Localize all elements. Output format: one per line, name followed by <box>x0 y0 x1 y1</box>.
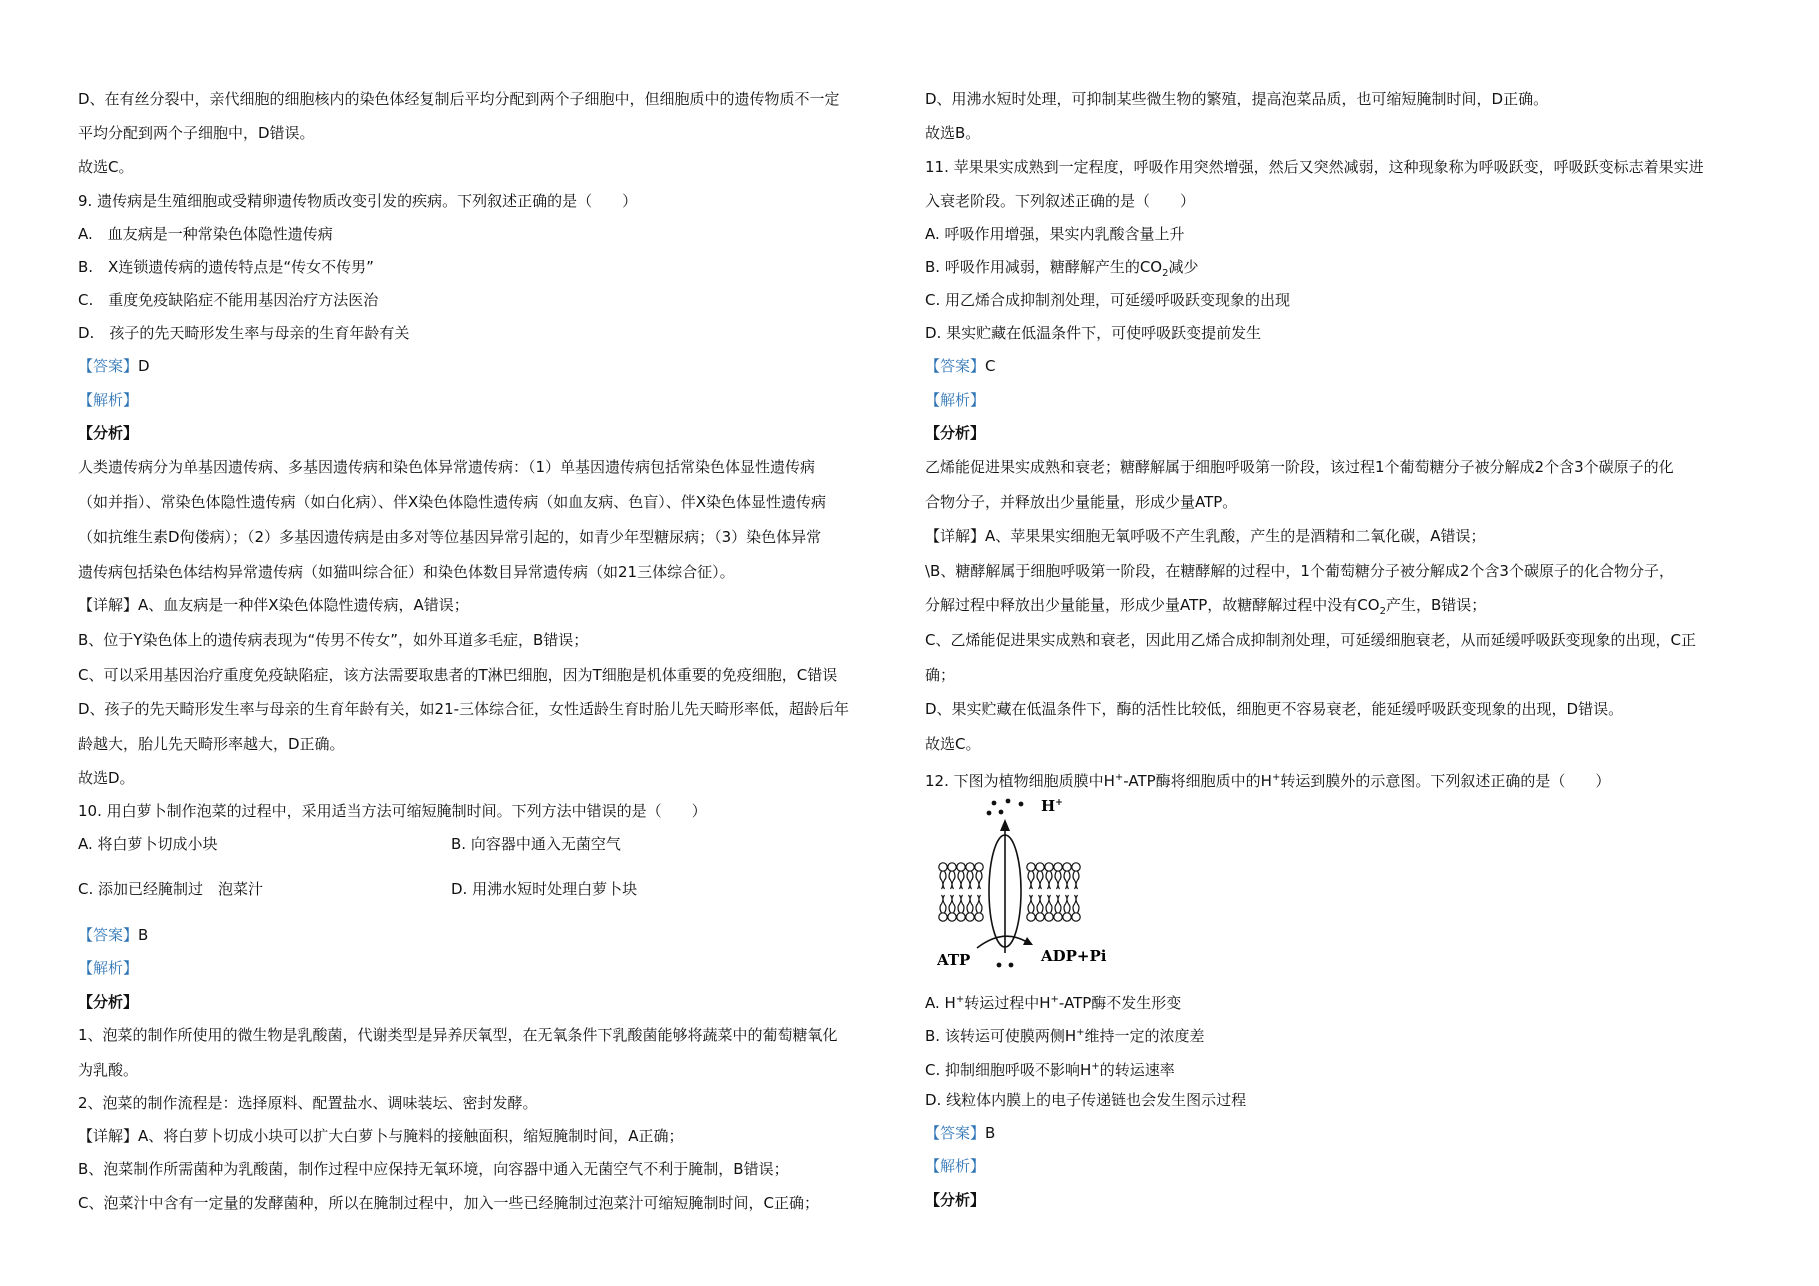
lipid-tail <box>967 871 973 889</box>
lipid-tail <box>1055 895 1061 913</box>
option-c: C. 重度免疫缺陷症不能用基因治疗方法医治 <box>78 291 379 309</box>
text-line: D、孩子的先天畸形发生率与母亲的生育年龄有关，如21-三体综合征，女性适龄生育时胎儿先天畸形率低，超龄后年 <box>78 700 850 718</box>
lipid-tail <box>1055 871 1061 889</box>
lipid-tail <box>1064 895 1070 913</box>
fenxi-tag: 【分析】 <box>925 1191 986 1209</box>
lipid-head <box>1045 863 1053 871</box>
lipid-tail <box>967 895 973 913</box>
lipid-head <box>966 863 974 871</box>
lipid-head <box>1054 863 1062 871</box>
h-plus-dot <box>997 963 1002 968</box>
membrane-diagram <box>937 795 1115 973</box>
text-line: 故选C。 <box>78 158 134 176</box>
text-line: 遗传病包括染色体结构异常遗传病（如猫叫综合征）和染色体数目异常遗传病（如21三体综合征）。 <box>78 563 735 581</box>
lipid-head <box>966 913 974 921</box>
lipid-tail <box>976 895 982 913</box>
question-11-stem: 11. 苹果果实成熟到一定程度，呼吸作用突然增强，然后又突然减弱，这种现象称为呼吸跃变，呼吸跃变标志着果实进 <box>925 158 1704 176</box>
lipid-tail <box>958 871 964 889</box>
lipid-tail <box>1028 871 1034 889</box>
text-line: 乙烯能促进果实成熟和衰老；糖酵解属于细胞呼吸第一阶段，该过程1个葡萄糖分子被分解成2个含3个碳原子的化 <box>925 458 1674 476</box>
text-line: 人类遗传病分为单基因遗传病、多基因遗传病和染色体异常遗传病：（1）单基因遗传病包括常染色体显性遗传病 <box>78 458 816 476</box>
answer-value: C <box>985 357 996 375</box>
lipid-bilayer <box>939 863 1080 921</box>
answer-tag: 【答案】 <box>78 357 139 375</box>
analysis-tag: 【解析】 <box>78 391 139 409</box>
option-a: A. 呼吸作用增强，果实内乳酸含量上升 <box>925 225 1185 243</box>
answer-tag: 【答案】 <box>78 926 139 944</box>
lipid-tail <box>1037 871 1043 889</box>
option-a: A. 血友病是一种常染色体隐性遗传病 <box>78 225 333 243</box>
option-c: C. 添加已经腌制过 泡菜汁 <box>78 880 264 898</box>
answer-line <box>78 357 150 375</box>
fenxi-tag: 【分析】 <box>78 424 139 442</box>
lipid-head <box>948 863 956 871</box>
lipid-head <box>939 913 947 921</box>
text-line: D、果实贮藏在低温条件下，酶的活性比较低，细胞更不容易衰老，能延缓呼吸跃变现象的出现，D错误。 <box>925 700 1624 718</box>
option-d: D. 用沸水短时处理白萝卜块 <box>451 880 638 898</box>
fenxi-tag: 【分析】 <box>925 424 986 442</box>
lipid-tail <box>1028 895 1034 913</box>
text-line: 【详解】A、苹果果实细胞无氧呼吸不产生乳酸，产生的是酒精和二氧化碳，A错误； <box>925 527 1486 545</box>
lipid-head <box>975 863 983 871</box>
option-d: D. 孩子的先天畸形发生率与母亲的生育年龄有关 <box>78 324 410 342</box>
question-12-stem: 12. 下图为植物细胞质膜中H+-ATP酶将细胞质中的H+转运到膜外的示意图。下列叙述正确的是（ ） <box>925 772 1611 790</box>
lipid-head <box>1036 913 1044 921</box>
lipid-tail <box>1046 871 1052 889</box>
option-b: B. 向容器中通入无菌空气 <box>451 835 621 853</box>
arrow-head-icon <box>1000 819 1010 831</box>
answer-value: B <box>985 1124 996 1142</box>
text-line: 龄越大，胎儿先天畸形率越大，D正确。 <box>78 735 345 753</box>
text-line: 【详解】A、将白萝卜切成小块可以扩大白萝卜与腌料的接触面积，缩短腌制时间，A正确； <box>78 1127 684 1145</box>
lipid-head <box>1054 913 1062 921</box>
option-b: B. X连锁遗传病的遗传特点是“传女不传男” <box>78 258 374 276</box>
option-a: A. H+转运过程中H+-ATP酶不发生形变 <box>925 994 1182 1012</box>
text-line: D、用沸水短时处理，可抑制某些微生物的繁殖，提高泡菜品质，也可缩短腌制时间，D正确。 <box>925 90 1549 108</box>
lipid-head <box>1036 863 1044 871</box>
h-plus-dot <box>1009 963 1014 968</box>
lipid-tail <box>1073 895 1079 913</box>
answer-line <box>925 1124 995 1142</box>
text-line: 【详解】A、血友病是一种伴X染色体隐性遗传病，A错误； <box>78 596 469 614</box>
option-b: B. 该转运可使膜两侧H+维持一定的浓度差 <box>925 1027 1205 1045</box>
text-line: （如并指）、常染色体隐性遗传病（如白化病）、伴X染色体隐性遗传病（如血友病、色盲）、伴X染色体显性遗传病 <box>78 493 827 511</box>
lipid-tail <box>940 871 946 889</box>
text-line: B、位于Y染色体上的遗传病表现为“传男不传女”，如外耳道多毛症，B错误； <box>78 631 589 649</box>
lipid-head <box>1072 863 1080 871</box>
text-line: 为乳酸。 <box>78 1061 139 1079</box>
text-line: 分解过程中释放出少量能量，形成少量ATP，故糖酵解过程中没有$CO_2$产生，B错误； <box>925 596 1487 617</box>
lipid-head <box>1063 863 1071 871</box>
text-line: 合物分子，并释放出少量能量，形成少量ATP。 <box>925 493 1238 511</box>
text-line: C、泡菜汁中含有一定量的发酵菌种，所以在腌制过程中，加入一些已经腌制过泡菜汁可缩短腌制时间，C正确； <box>78 1194 819 1212</box>
adp-pi-label: ADP+Pi <box>1041 947 1107 965</box>
lipid-head <box>1063 913 1071 921</box>
h-plus-label: H+ <box>1041 797 1063 815</box>
option-d: D. 线粒体内膜上的电子传递链也会发生图示过程 <box>925 1091 1247 1109</box>
lipid-tail <box>1046 895 1052 913</box>
answer-value: B <box>138 926 149 944</box>
option-c: C. 用乙烯合成抑制剂处理，可延缓呼吸跃变现象的出现 <box>925 291 1291 309</box>
answer-tag: 【答案】 <box>925 1124 986 1142</box>
text-line: 故选B。 <box>925 124 981 142</box>
lipid-head <box>939 863 947 871</box>
text-line: 确； <box>925 666 956 684</box>
option-b: B. 呼吸作用减弱，糖酵解产生的$CO_2$减少 <box>925 258 1199 279</box>
analysis-tag: 【解析】 <box>925 391 986 409</box>
lipid-tail <box>1064 871 1070 889</box>
text-line: 2、泡菜的制作流程是：选择原料、配置盐水、调味装坛、密封发酵。 <box>78 1094 538 1112</box>
lipid-tail <box>976 871 982 889</box>
lipid-head <box>975 913 983 921</box>
answer-tag: 【答案】 <box>925 357 986 375</box>
option-c: C. 抑制细胞呼吸不影响H+的转运速率 <box>925 1061 1175 1079</box>
lipid-head <box>948 913 956 921</box>
text-line: 平均分配到两个子细胞中，D错误。 <box>78 124 315 142</box>
question-10-stem: 10. 用白萝卜制作泡菜的过程中，采用适当方法可缩短腌制时间。下列方法中错误的是（ ） <box>78 802 707 820</box>
lipid-head <box>1027 913 1035 921</box>
atp-label: ATP <box>937 951 971 969</box>
lipid-head <box>1072 913 1080 921</box>
answer-line <box>78 926 148 944</box>
text-line: 故选D。 <box>78 769 135 787</box>
text-line: C、乙烯能促进果实成熟和衰老，因此用乙烯合成抑制剂处理，可延缓细胞衰老，从而延缓呼吸跃变现象的出现，C正 <box>925 631 1696 649</box>
text-line: \B、糖酵解属于细胞呼吸第一阶段，在糖酵解的过程中，1个葡萄糖分子被分解成2个含3个碳原子的化合物分子， <box>925 562 1674 580</box>
answer-value: D <box>138 357 150 375</box>
lipid-tail <box>949 895 955 913</box>
text-line: （如抗维生素D佝偻病）；（2）多基因遗传病是由多对等位基因异常引起的，如青少年型糖尿病；（3）染色体异常 <box>78 528 822 546</box>
lipid-tail <box>940 895 946 913</box>
h-plus-dots <box>987 799 1024 816</box>
answer-line <box>925 357 996 375</box>
analysis-tag: 【解析】 <box>925 1157 986 1175</box>
lipid-tail <box>949 871 955 889</box>
lipid-head <box>1027 863 1035 871</box>
question-11-stem: 入衰老阶段。下列叙述正确的是（ ） <box>925 192 1196 210</box>
lipid-tail <box>1037 895 1043 913</box>
text-line: 1、泡菜的制作所使用的微生物是乳酸菌，代谢类型是异养厌氧型，在无氧条件下乳酸菌能够将蔬菜中的葡萄糖氧化 <box>78 1026 838 1044</box>
option-a: A. 将白萝卜切成小块 <box>78 835 218 853</box>
option-d: D. 果实贮藏在低温条件下，可使呼吸跃变提前发生 <box>925 324 1262 342</box>
text-line: 故选C。 <box>925 735 981 753</box>
fenxi-tag: 【分析】 <box>78 993 139 1011</box>
analysis-tag: 【解析】 <box>78 959 139 977</box>
lipid-tail <box>1073 871 1079 889</box>
lipid-tail <box>958 895 964 913</box>
text-line: D、在有丝分裂中，亲代细胞的细胞核内的染色体经复制后平均分配到两个子细胞中，但细胞质中的遗传物质不一定 <box>78 90 840 108</box>
text-line: C、可以采用基因治疗重度免疫缺陷症，该方法需要取患者的T淋巴细胞，因为T细胞是机体重要的免疫细胞，C错误 <box>78 666 838 684</box>
text-line: B、泡菜制作所需菌种为乳酸菌，制作过程中应保持无氧环境，向容器中通入无菌空气不利于腌制，B错误； <box>78 1160 789 1178</box>
question-9-stem: 9. 遗传病是生殖细胞或受精卵遗传物质改变引发的疾病。下列叙述正确的是（ ） <box>78 192 638 210</box>
lipid-head <box>957 863 965 871</box>
lipid-head <box>1045 913 1053 921</box>
lipid-head <box>957 913 965 921</box>
